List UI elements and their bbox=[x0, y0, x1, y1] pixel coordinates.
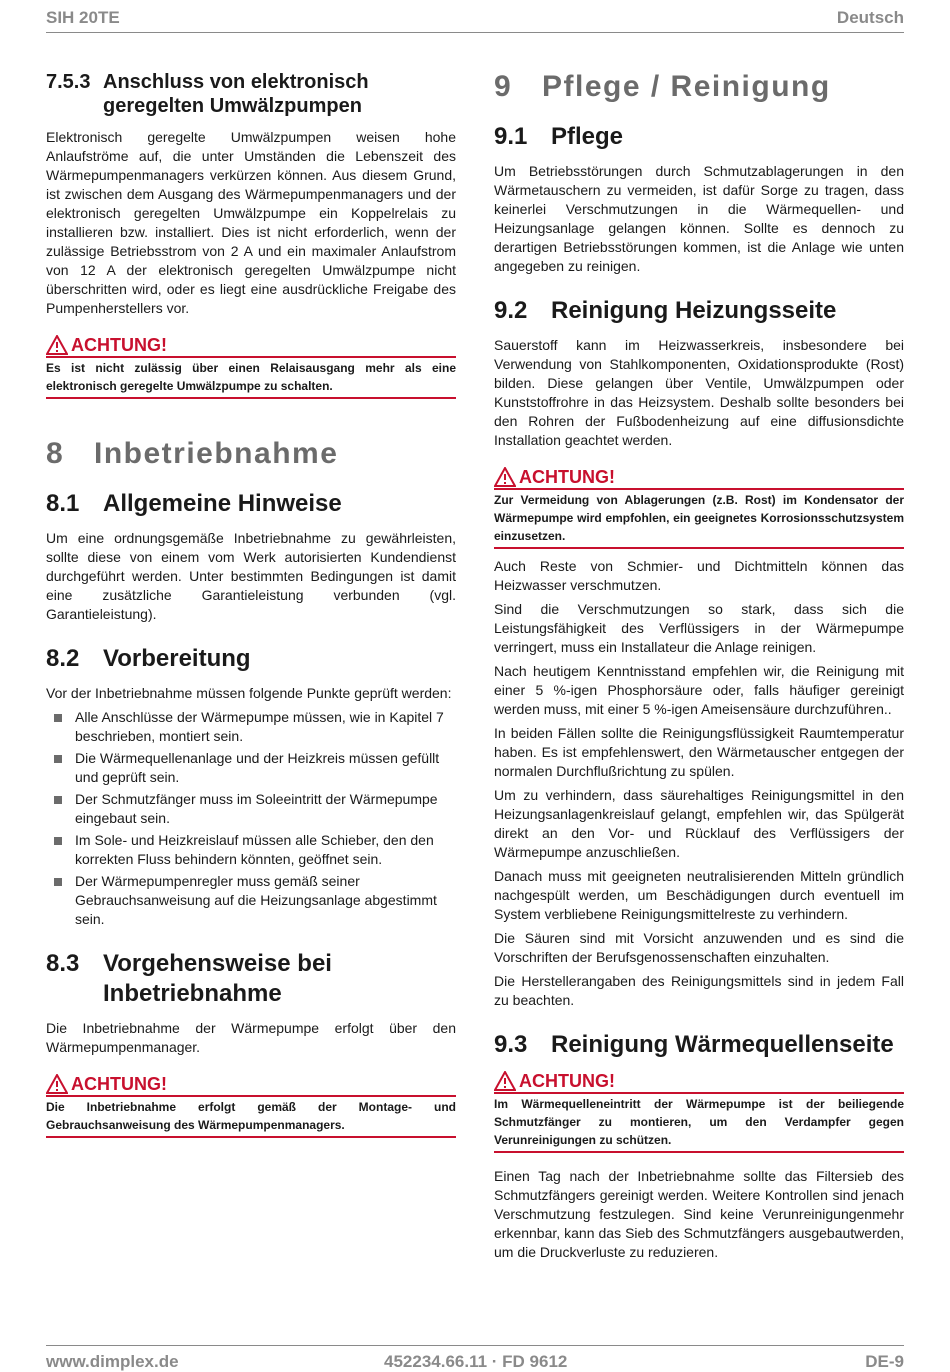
paragraph: Sind die Verschmutzungen so stark, dass sich die Leistungsfähigkeit des Verflüssigers in der Wärmepumpe verringert, muss ein Installateur die Anlage reinigen. bbox=[494, 601, 904, 655]
footer-document-number: 452234.66.11 · FD 9612 bbox=[384, 1352, 568, 1371]
paragraph: Auch Reste von Schmier- und Dichtmitteln können das Heizwasser verschmutzen. bbox=[494, 558, 904, 593]
paragraph: Die Herstellerangaben des Reinigungsmittels sind in jedem Fall zu beachten. bbox=[494, 973, 904, 1008]
header-language: Deutsch bbox=[836, 8, 904, 27]
page-header bbox=[46, 6, 904, 33]
right-column bbox=[494, 70, 904, 1267]
warning-text: Im Wärmequelleneintritt der Wärmepumpe ist der beiliegende Schmutzfänger zu montieren, um den Verdampfer gegen Verunreinigungen zu schützen. bbox=[494, 1097, 904, 1147]
paragraph: Um zu verhindern, dass säurehaltiges Reinigungsmittel in den Heizungsanlagenkreislauf gelangt, empfehlen wir, das Spülgerät direkt an den Vor- und Rücklauf des Verflüssigers der Wärmepumpe anzuschließen. bbox=[494, 787, 904, 860]
section-7-5-3-text: Elektronisch geregelte Umwälzpumpen weisen hohe Anlaufströme auf, die unter Umständen die Lebenszeit des Wärmepumpenmanagers verkürzen können. Aus diesem Grund, ist zwischen dem Ausgang des Wärmepumpenmanagers und der elektronisch geregelten Umwälzpumpe ein Koppelrelais zu installieren bzw. installiert. Dies ist nicht erforderlich, wenn der zulässige Betriebsstrom von 2 A und ein maximaler Anlaufstrom von 12 A der elektronisch geregelten Umwälzpumpe nicht überschritten wird, oder es liegt eine ausdrückliche Freigabe des Pumpenherstellers vor. bbox=[46, 129, 456, 316]
section-9-2-text: Sauerstoff kann im Heizwasserkreis, insbesondere bei Verwendung von Stahlkomponenten, Oxidationsprodukte (Rost) bilden. Diese gelangen über Ventile, Umwälzpumpen oder Kunststoffrohre in das Heizsystem. Deshalb sollte besonders bei den Rohren der Fußbodenheizung auf eine diffusionsdichte Installation geachtet werden. bbox=[494, 337, 904, 448]
section-9-1-text: Um Betriebsstörungen durch Schmutzablagerungen in den Wärmetauschern zu vermeiden, ist dafür Sorge zu tragen, dass keinerlei Verschmutzungen in die Wärmequellen- und Heizungsanlage gelangen können. Sollte es dennoch zu derartigen Betriebsstörungen kommen, ist die Anlage wie unten angegeben zu reinigen. bbox=[494, 163, 904, 274]
section-9-3-text: Einen Tag nach der Inbetriebnahme sollte das Filtersieb des Schmutzfängers gereinigt werden. Weitere Kontrollen sind jenach Verschmutzung festzulegen. Sind keine Verunreinigungenmehr erkennbar, kann das Sieb des Schmutzfängers ausgebautwerden, um die Druckverluste zu reduzieren. bbox=[494, 1168, 904, 1260]
warning-triangle-icon bbox=[494, 467, 516, 487]
square-bullet-icon bbox=[54, 878, 62, 886]
square-bullet-icon bbox=[54, 837, 62, 845]
section-8-2-text: Vor der Inbetriebnahme müssen folgende Punkte geprüft werden: bbox=[46, 685, 452, 701]
list-item: Die Wärmequellenanlage und der Heizkreis müssen gefüllt und geprüft sein. bbox=[46, 749, 456, 787]
warning-box-strainer bbox=[494, 1070, 904, 1153]
paragraph: Die Säuren sind mit Vorsicht anzuwenden und es sind die Vorschriften der Berufsgenossenschaften einzuhalten. bbox=[494, 930, 904, 965]
paragraph: Danach muss mit geeigneten neutralisierenden Mitteln gründlich nachgespült werden, um Beschädigungen durch eventuell im System verbliebene Reinigungsmittelreste zu verhindern. bbox=[494, 868, 904, 922]
warning-triangle-icon bbox=[494, 1071, 516, 1091]
warning-triangle-icon bbox=[46, 335, 68, 355]
warning-triangle-icon bbox=[46, 1074, 68, 1094]
preparation-checklist bbox=[46, 708, 456, 929]
section-8-1-text: Um eine ordnungsgemäße Inbetriebnahme zu gewährleisten, sollte diese von einem vom Werk autorisierten Kundendienst durchgeführt werden. Unter bestimmten Bedingungen ist damit eine zusätzliche Garantieleistung verbunden (vgl. Garantieleistung). bbox=[46, 530, 456, 622]
warning-text: Die Inbetriebnahme erfolgt gemäß der Montage- und Gebrauchsanweisung des Wärmepumpenmanagers. bbox=[46, 1100, 456, 1132]
warning-label: ACHTUNG! bbox=[519, 1070, 615, 1091]
warning-label: ACHTUNG! bbox=[71, 1073, 167, 1094]
list-item: Der Schmutzfänger muss im Soleeintritt der Wärmepumpe eingebaut sein. bbox=[46, 790, 456, 828]
list-item: Im Sole- und Heizkreislauf müssen alle Schieber, den den korrekten Fluss behindern könnten, geöffnet sein. bbox=[46, 831, 456, 869]
page-footer bbox=[46, 1345, 904, 1370]
warning-box-corrosion bbox=[494, 466, 904, 549]
left-column bbox=[46, 70, 456, 1138]
square-bullet-icon bbox=[54, 714, 62, 722]
warning-text: Zur Vermeidung von Ablagerungen (z.B. Rost) im Kondensator der Wärmepumpe wird empfohlen, ein geeignetes Korrosionsschutzsystem einzusetzen. bbox=[494, 493, 904, 543]
section-9-1-heading: 9.1 Pflege bbox=[494, 123, 624, 150]
section-9-3-heading: 9.3 Reinigung Wärmequellenseite bbox=[494, 1031, 894, 1058]
section-7-5-3-heading: 7.5.3 Anschluss von elektronisch geregelten Umwälzpumpen bbox=[46, 71, 369, 117]
warning-label: ACHTUNG! bbox=[519, 466, 615, 487]
list-item: Alle Anschlüsse der Wärmepumpe müssen, wie in Kapitel 7 beschrieben, montiert sein. bbox=[46, 708, 456, 746]
paragraph: Nach heutigem Kenntnisstand empfehlen wir, die Reinigung mit einer 5 %-igen Phosphorsäure oder, falls häufiger gereinigt werden muss, mit einer 5 %-igen Ameisensäure durchzuführen.. bbox=[494, 663, 904, 717]
section-8-3-heading: 8.3 Vorgehensweise bei Inbetriebnahme bbox=[46, 950, 332, 1007]
section-9-2-heading: 9.2 Reinigung Heizungsseite bbox=[494, 297, 837, 324]
warning-box-commissioning bbox=[46, 1073, 456, 1138]
warning-text: Es ist nicht zulässig über einen Relaisausgang mehr als eine elektronisch geregelte Umwälzpumpe zu schalten. bbox=[46, 361, 456, 393]
section-8-2-heading: 8.2 Vorbereitung bbox=[46, 645, 251, 672]
list-item: Der Wärmepumpenregler muss gemäß seiner Gebrauchsanweisung auf die Heizungsanlage abgestimmt sein. bbox=[46, 872, 456, 929]
footer-website: www.dimplex.de bbox=[46, 1352, 179, 1371]
warning-box-relay bbox=[46, 334, 456, 399]
header-model: SIH 20TE bbox=[46, 8, 120, 27]
paragraph: In beiden Fällen sollte die Reinigungsflüssigkeit Raumtemperatur haben. Es ist empfehlenswert, den Wärmetauscher entgegen der normalen Durchflußrichtung zu spülen. bbox=[494, 725, 904, 779]
square-bullet-icon bbox=[54, 796, 62, 804]
warning-label: ACHTUNG! bbox=[71, 334, 167, 355]
section-8-3-text: Die Inbetriebnahme der Wärmepumpe erfolgt über den Wärmepumpenmanager. bbox=[46, 1020, 456, 1055]
chapter-9-heading: 9 Pflege / Reinigung bbox=[494, 70, 831, 103]
chapter-8-heading: 8 Inbetriebnahme bbox=[46, 437, 339, 470]
footer-page-number: DE-9 bbox=[865, 1352, 904, 1371]
square-bullet-icon bbox=[54, 755, 62, 763]
section-8-1-heading: 8.1 Allgemeine Hinweise bbox=[46, 490, 342, 517]
